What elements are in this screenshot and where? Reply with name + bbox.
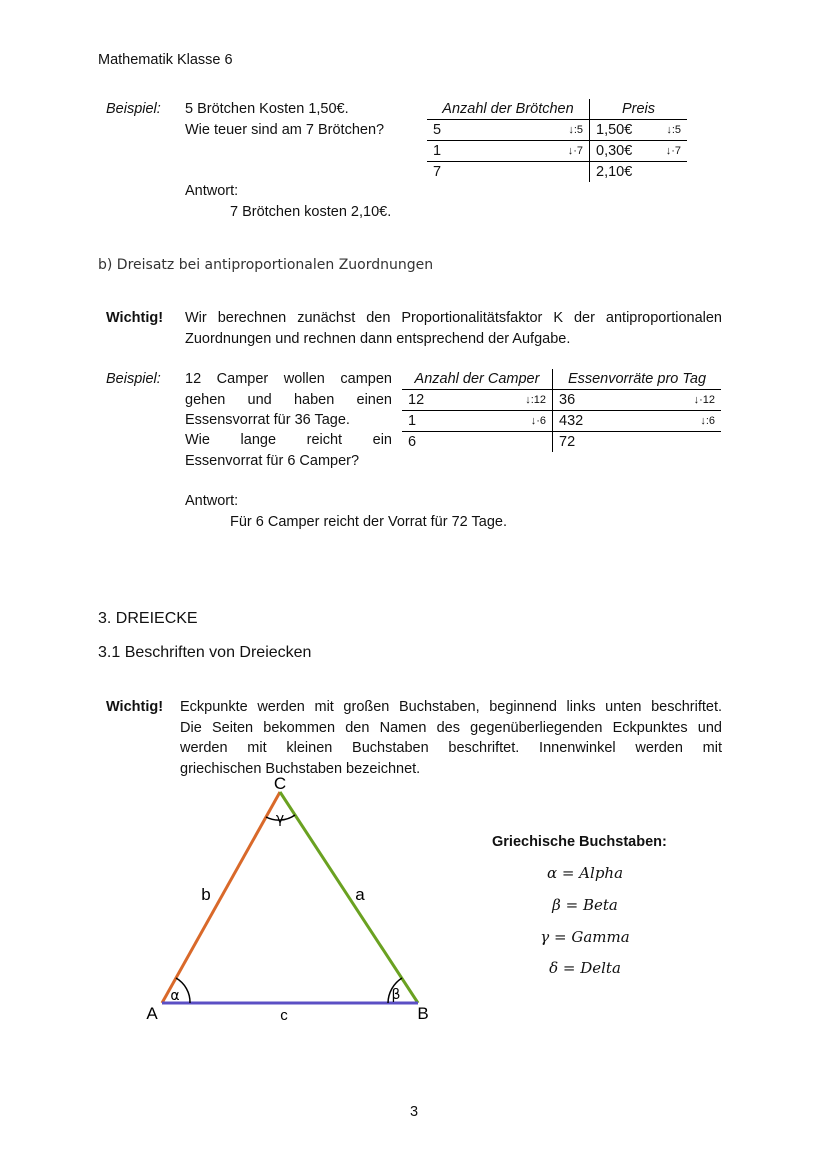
operation-arrow: ↓·12 (693, 394, 715, 406)
side-c-label: c (280, 1007, 288, 1024)
section3-subtitle: 3.1 Beschriften von Dreiecken (98, 644, 312, 661)
note1-line-1: Wir berechnen zunächst den Proportionalitätsfaktor K der antiproportionalen (185, 310, 722, 326)
table-cell: 12 (408, 392, 425, 408)
angle-alpha-label: α (170, 988, 180, 1004)
note1-line-2: Zuordnungen und rechnen dann entsprechend der Aufgabe. (185, 331, 571, 347)
angle-gamma-label: γ (275, 811, 285, 827)
table-row (402, 411, 721, 432)
example2-line-1: 12 Camper wollen campen (185, 371, 392, 387)
table-cell: 5 (433, 122, 442, 138)
table-cell: 6 (408, 434, 417, 450)
table-header: Anzahl der Camper (402, 369, 553, 390)
table-row (402, 390, 721, 411)
table-row (402, 432, 721, 453)
table-cell: 36 (559, 392, 576, 408)
table-cell: 0,30€ (596, 143, 633, 159)
page-number: 3 (409, 1104, 419, 1120)
table-cell: 1 (408, 413, 417, 429)
greek-title: Griechische Buchstaben: (492, 834, 667, 850)
greek-item: δ = Delta (549, 959, 621, 977)
note1-label: Wichtig! (106, 310, 164, 326)
table-cell: 432 (559, 413, 584, 429)
table-cell: 2,10€ (596, 164, 633, 180)
table-header: Preis (621, 101, 656, 117)
page-header-title: Mathematik Klasse 6 (98, 52, 233, 68)
greek-item: β = Beta (552, 896, 618, 914)
greek-item: γ = Gamma (540, 928, 630, 946)
example1-table (427, 99, 687, 182)
angle-beta-label: β (391, 987, 401, 1003)
side-a-label: a (355, 885, 365, 904)
example1-line-2: Wie teuer sind am 7 Brötchen? (185, 122, 385, 138)
note2-line-1: Eckpunkte werden mit großen Buchstaben, beginnend links unten beschriftet. (180, 699, 722, 715)
triangle-diagram (130, 772, 450, 1027)
example2-answer-text: Für 6 Camper reicht der Vorrat für 72 Tage. (230, 514, 507, 530)
note2-line-4: griechischen Buchstaben bezeichnet. (180, 761, 421, 777)
side-b-line (162, 792, 280, 1003)
example2-table (402, 369, 721, 452)
example1-line-1: 5 Brötchen Kosten 1,50€. (185, 101, 349, 117)
section-b-title: b) Dreisatz bei antiproportionalen Zuordnungen (98, 257, 434, 273)
operation-arrow: ↓:5 (568, 124, 583, 136)
example2-label: Beispiel: (106, 371, 161, 387)
example2-answer-label: Antwort: (185, 493, 239, 509)
operation-arrow: ↓·6 (530, 415, 546, 427)
table-cell: 1,50€ (596, 122, 633, 138)
table-cell: 72 (559, 434, 576, 450)
table-row (427, 162, 687, 183)
side-a-line (280, 792, 418, 1003)
example1-answer-label: Antwort: (185, 183, 239, 199)
table-row (427, 120, 687, 141)
note2-label: Wichtig! (106, 699, 164, 715)
example2-line-3: Essensvorrat für 36 Tage. (185, 412, 350, 428)
vertex-c-label: C (273, 774, 287, 793)
operation-arrow: ↓:12 (525, 394, 546, 406)
operation-arrow: ↓:5 (666, 124, 681, 136)
note2-line-2: Die Seiten bekommen den Namen des gegenüberliegenden Eckpunktes und (180, 720, 722, 736)
table-cell: 7 (433, 164, 442, 180)
example2-line-4: Wie lange reicht ein (185, 432, 392, 448)
operation-arrow: ↓:6 (700, 415, 715, 427)
example1-answer-text: 7 Brötchen kosten 2,10€. (230, 204, 392, 220)
side-b-label: b (201, 885, 211, 904)
example2-line-5: Essenvorrat für 6 Camper? (185, 453, 360, 469)
table-cell: 1 (433, 143, 442, 159)
section3-title: 3. DREIECKE (98, 610, 198, 627)
vertex-a-label: A (146, 1004, 158, 1023)
greek-item: α = Alpha (546, 864, 624, 882)
table-header: Essenvorräte pro Tag (567, 371, 707, 387)
example1-label: Beispiel: (106, 101, 161, 117)
operation-arrow: ↓·7 (665, 145, 681, 157)
table-row (427, 141, 687, 162)
table-header: Anzahl der Brötchen (427, 99, 590, 120)
note2-line-3: werden mit kleinen Buchstaben beschriftet. Innenwinkel werden mit (180, 740, 722, 756)
operation-arrow: ↓·7 (567, 145, 583, 157)
vertex-b-label: B (417, 1004, 429, 1023)
example2-line-2: gehen und haben einen (185, 392, 392, 408)
